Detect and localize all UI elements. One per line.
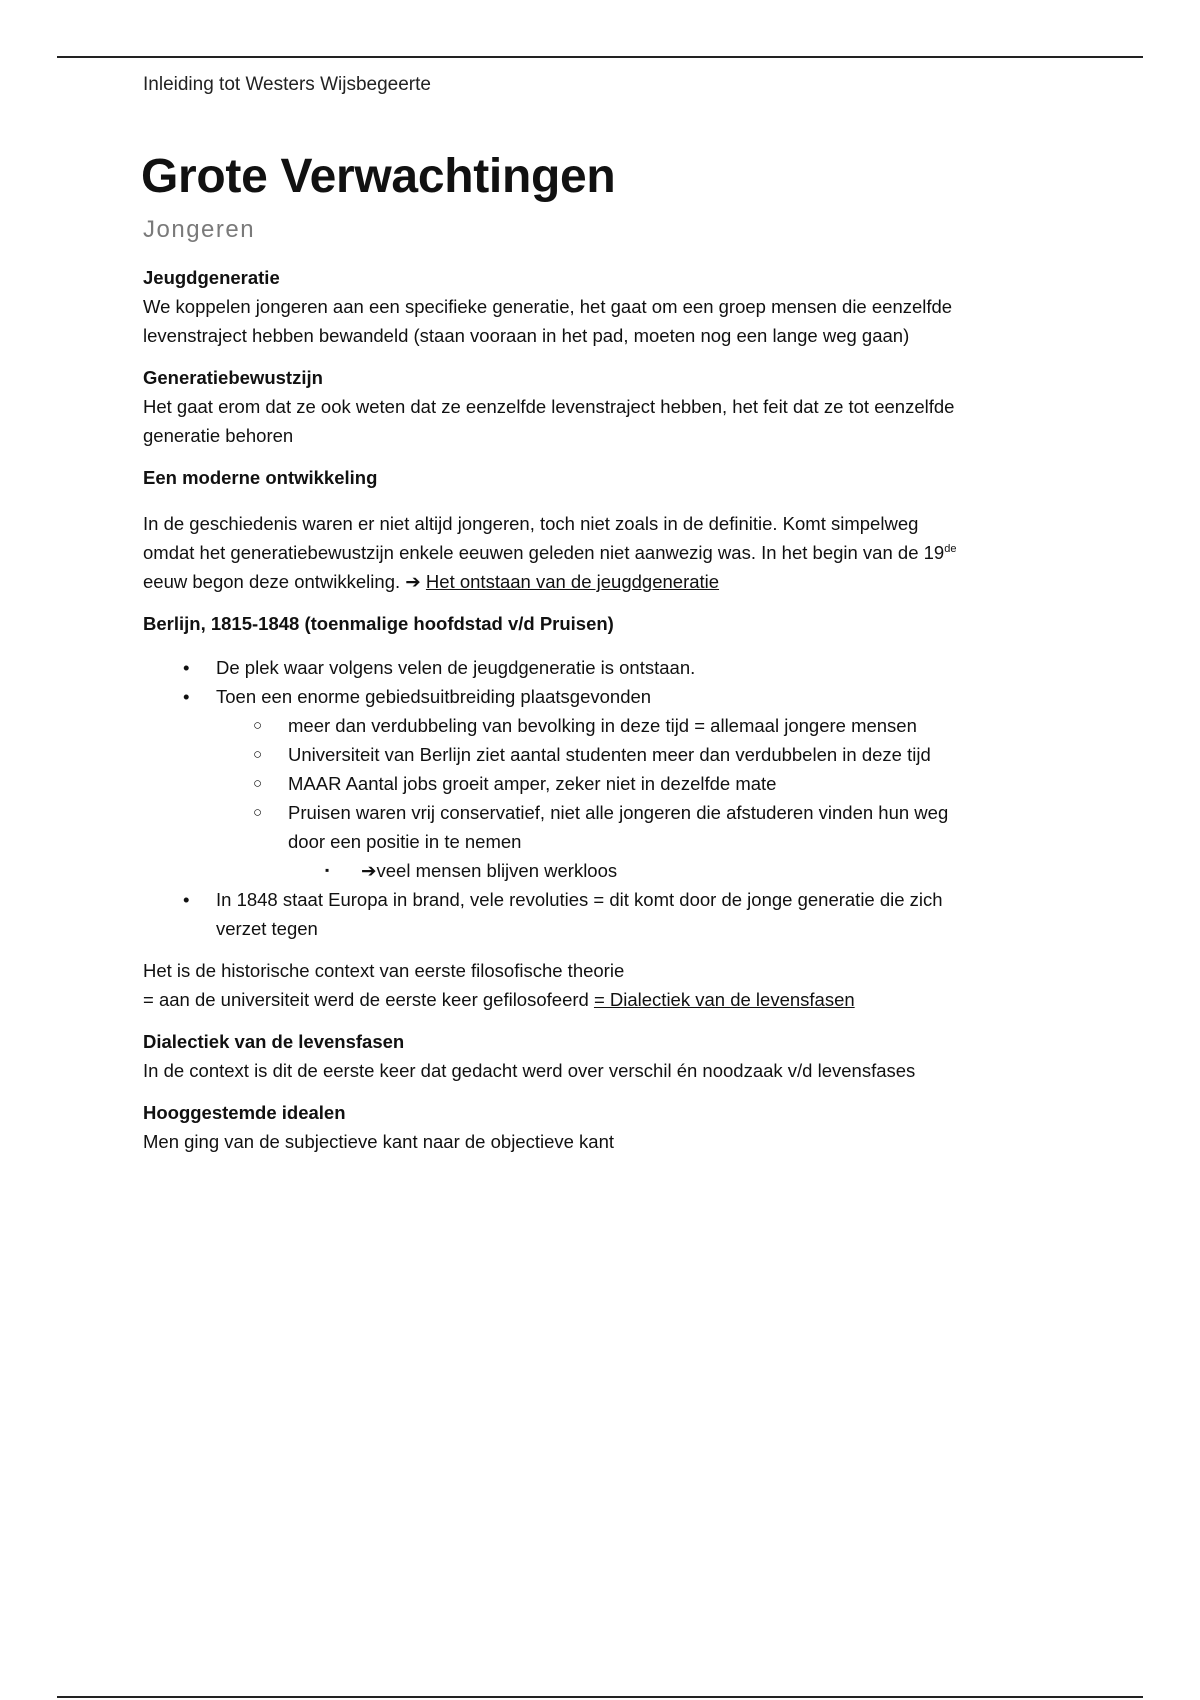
footer-rule (57, 1696, 1143, 1698)
paragraph-line: omdat het generatiebewustzijn enkele eeuwen geleden niet aanwezig was. In het begin van de 19de (143, 542, 957, 563)
superscript: de (944, 542, 957, 555)
list-item: ○ Pruisen waren vrij conservatief, niet alle jongeren die afstuderen vinden hun weg door een positie in te nemen (143, 798, 1043, 856)
underlined-phrase: = Dialectiek van de levensfasen (593, 989, 855, 1010)
list-item: • In 1848 staat Europa in brand, vele revoluties = dit komt door de jonge generatie die zich verzet tegen (143, 885, 1043, 943)
paragraph-line: Het is de historische context van eerste filosofische theorie (143, 960, 625, 981)
bullet-disc-icon: • (183, 657, 190, 678)
bullet-circle-icon: ○ (253, 775, 263, 792)
list-item: ▪ ➔veel mensen blijven werkloos (143, 856, 1043, 885)
paragraph-line: = aan de universiteit werd de eerste keer gefilosofeerd = Dialectiek van de levensfasen (143, 989, 855, 1010)
page-title: Grote Verwachtingen (141, 150, 616, 203)
bullet-circle-icon: ○ (253, 746, 263, 763)
section-heading: Generatiebewustzijn (143, 367, 323, 388)
bullet-circle-icon: ○ (253, 804, 263, 821)
bullet-square-icon: ▪ (325, 863, 330, 877)
paragraph-line: generatie behoren (143, 425, 294, 446)
section-hooggestemde-idealen (143, 1098, 1043, 1156)
header-rule (57, 56, 1143, 58)
paragraph-line: In de geschiedenis waren er niet altijd jongeren, toch niet zoals in de definitie. Komt simpelweg (143, 513, 919, 534)
list-item: ○ meer dan verdubbeling van bevolking in deze tijd = allemaal jongere mensen (143, 711, 1043, 740)
section-jeugdgeneratie (143, 263, 1043, 350)
list-item: • Toen een enorme gebiedsuitbreiding plaatsgevonden (143, 682, 1043, 711)
section-heading: Hooggestemde idealen (143, 1102, 346, 1123)
section-berlijn (143, 609, 1043, 943)
section-context (143, 956, 1043, 1014)
list-item: ○ Universiteit van Berlijn ziet aantal studenten meer dan verdubbelen in deze tijd (143, 740, 1043, 769)
arrow-right-icon: ➔ (405, 571, 421, 592)
bullet-circle-icon: ○ (253, 717, 263, 734)
paragraph-line: We koppelen jongeren aan een specifieke generatie, het gaat om een groep mensen die eenzelfde (143, 296, 953, 317)
paragraph-line: Het gaat erom dat ze ook weten dat ze eenzelfde levenstraject hebben, het feit dat ze tot eenzelfde (143, 396, 955, 417)
bullet-disc-icon: • (183, 686, 190, 707)
paragraph-line: In de context is dit de eerste keer dat gedacht werd over verschil én noodzaak v/d levensfases (143, 1060, 916, 1081)
paragraph-line: eeuw begon deze ontwikkeling. ➔ Het ontstaan van de jeugdgeneratie (143, 571, 720, 592)
paragraph-line: Men ging van de subjectieve kant naar de objectieve kant (143, 1131, 615, 1152)
bullet-list (143, 653, 1043, 943)
document-page (143, 68, 1043, 1156)
underlined-phrase: Het ontstaan van de jeugdgeneratie (425, 571, 720, 592)
list-item: • De plek waar volgens velen de jeugdgeneratie is ontstaan. (143, 653, 1043, 682)
section-heading: Een moderne ontwikkeling (143, 467, 378, 488)
bullet-disc-icon: • (183, 889, 190, 910)
arrow-right-icon: ➔ (361, 860, 377, 881)
section-heading: Jeugdgeneratie (143, 267, 280, 288)
section-dialectiek (143, 1027, 1043, 1085)
page-subtitle: Jongeren (143, 216, 256, 243)
section-heading: Dialectiek van de levensfasen (143, 1031, 405, 1052)
section-generatiebewustzijn (143, 363, 1043, 450)
list-item: ○ MAAR Aantal jobs groeit amper, zeker niet in dezelfde mate (143, 769, 1043, 798)
running-header: Inleiding tot Westers Wijsbegeerte (143, 74, 431, 95)
paragraph-line: levenstraject hebben bewandeld (staan vooraan in het pad, moeten nog een lange weg gaan) (143, 325, 910, 346)
section-moderne-ontwikkeling (143, 463, 1043, 596)
section-heading: Berlijn, 1815-1848 (toenmalige hoofdstad v/d Pruisen) (143, 613, 614, 634)
